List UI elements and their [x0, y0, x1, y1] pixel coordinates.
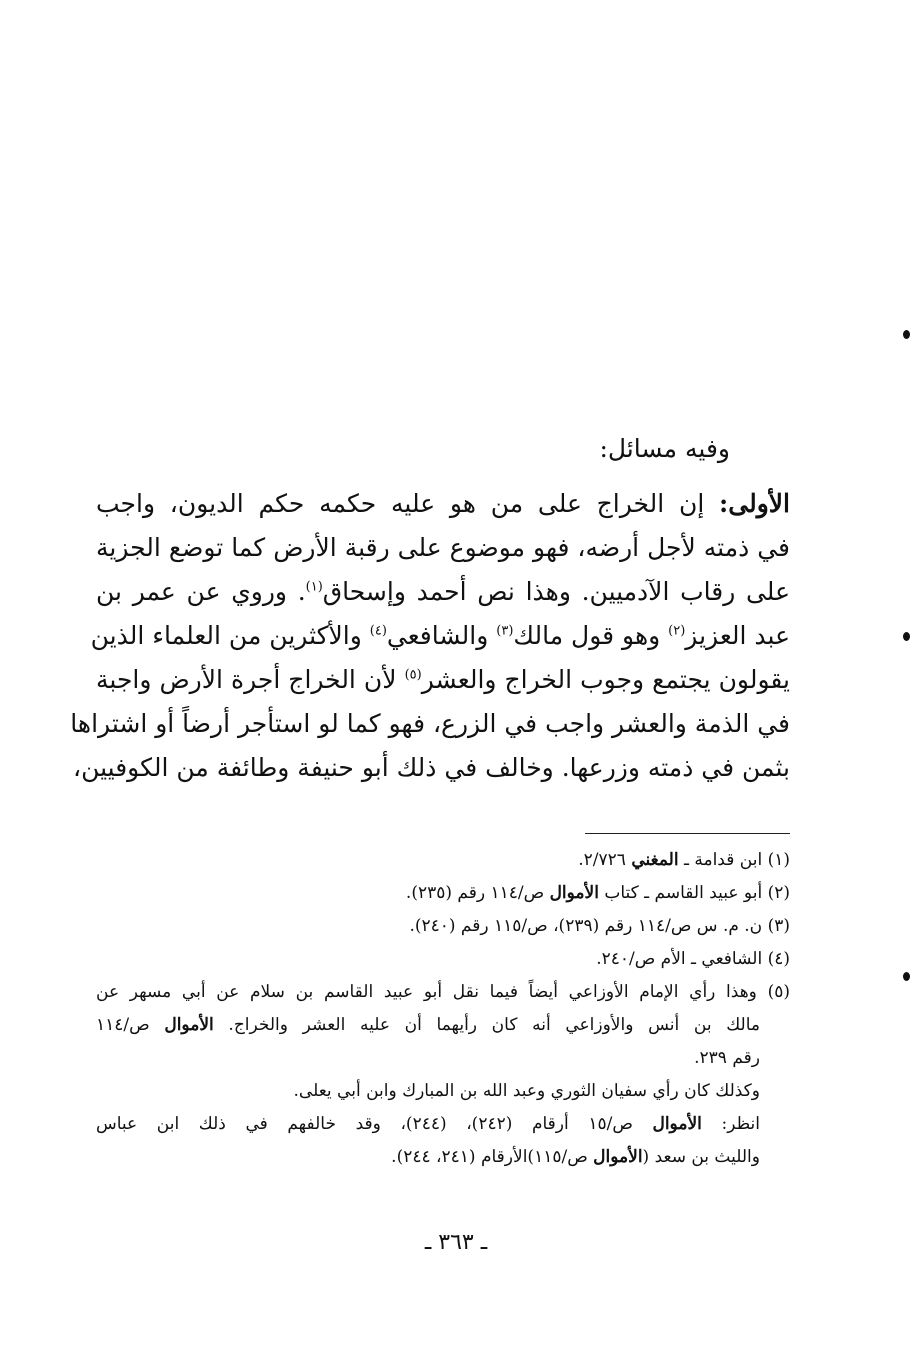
footnotes: [96, 844, 790, 1174]
footnote-ref[interactable]: (٣): [496, 623, 514, 639]
footnote-5-line-6: والليث بن سعد (الأموال ص/١١٥)الأرقام (٢٤١، ٢٤٤).: [391, 1147, 760, 1167]
footnote-5-line-3: رقم ٢٣٩.: [694, 1048, 760, 1068]
paragraph-line-7: بثمن في ذمته وزرعها. وخالف في ذلك أبو حنيفة وطائفة من الكوفيين،: [73, 753, 790, 782]
footnote-5-line-2: مالك بن أنس والأوزاعي أنه كان رأيهما أن عليه العشر والخراج. الأموال ص/١١٤: [96, 1015, 760, 1035]
footnote-2: (٢) أبو عبيد القاسم ـ كتاب الأموال ص/١١٤ رقم (٢٣٥).: [405, 883, 790, 903]
paragraph-line-3: على رقاب الآدميين. وهذا نص أحمد وإسحاق$^{(١)}$. وروي عن عمر بن: [96, 577, 790, 606]
main-paragraph: [70, 482, 790, 790]
footnote-separator: [585, 833, 790, 834]
paragraph-line-2: في ذمته لأجل أرضه، فهو موضوع على رقبة الأرض كما توضع الجزية: [96, 533, 790, 562]
section-heading: وفيه مسائل:: [599, 434, 730, 463]
paragraph-line-5: يقولون يجتمع وجوب الخراج والعشر$^{(٥)}$ لأن الخراج أجرة الأرض واجبة: [96, 665, 790, 694]
footnote-ref[interactable]: (٥): [404, 667, 422, 683]
footnote-ref[interactable]: (١): [305, 579, 323, 595]
scan-edge-mark: [903, 330, 910, 339]
footnote-1: (١) ابن قدامة ـ المغني ٢/٧٢٦.: [578, 850, 790, 870]
scan-edge-mark: [903, 632, 910, 641]
page-number: ـ ٣٦٣ ـ: [424, 1230, 488, 1255]
footnote-ref[interactable]: (٢): [668, 623, 686, 639]
paragraph-line-1: الأولى: إن الخراج على من هو عليه حكمه حكم الديون، واجب: [96, 489, 790, 518]
paragraph-line-6: في الذمة والعشر واجب في الزرع، فهو كما لو استأجر أرضاً أو اشتراها: [70, 709, 790, 738]
footnote-5-line-4: وكذلك كان رأي سفيان الثوري وعبد الله بن المبارك وابن أبي يعلى.: [293, 1081, 760, 1101]
paragraph-lead: الأولى:: [719, 489, 790, 518]
scan-edge-mark: [903, 972, 910, 981]
footnote-4: (٤) الشافعي ـ الأم ص/٢٤٠.: [596, 949, 790, 969]
footnote-5-line-5: انظر: الأموال ص/١٥ أرقام (٢٤٢)، (٢٤٤)، وقد خالفهم في ذلك ابن عباس: [96, 1114, 760, 1134]
footnote-3: (٣) ن. م. س ص/١١٤ رقم (٢٣٩)، ص/١١٥ رقم (٢٤٠).: [409, 916, 790, 936]
paragraph-line-4: عبد العزيز$^{(٢)}$ وهو قول مالك$^{(٣)}$ والشافعي$^{(٤)}$ والأكثرين من العلماء الذين: [90, 621, 790, 650]
footnote-5: (٥) وهذا رأي الإمام الأوزاعي أيضاً فيما نقل أبو عبيد القاسم بن سلام عن أبي مسهر عن: [96, 982, 790, 1002]
footnote-ref[interactable]: (٤): [369, 623, 387, 639]
